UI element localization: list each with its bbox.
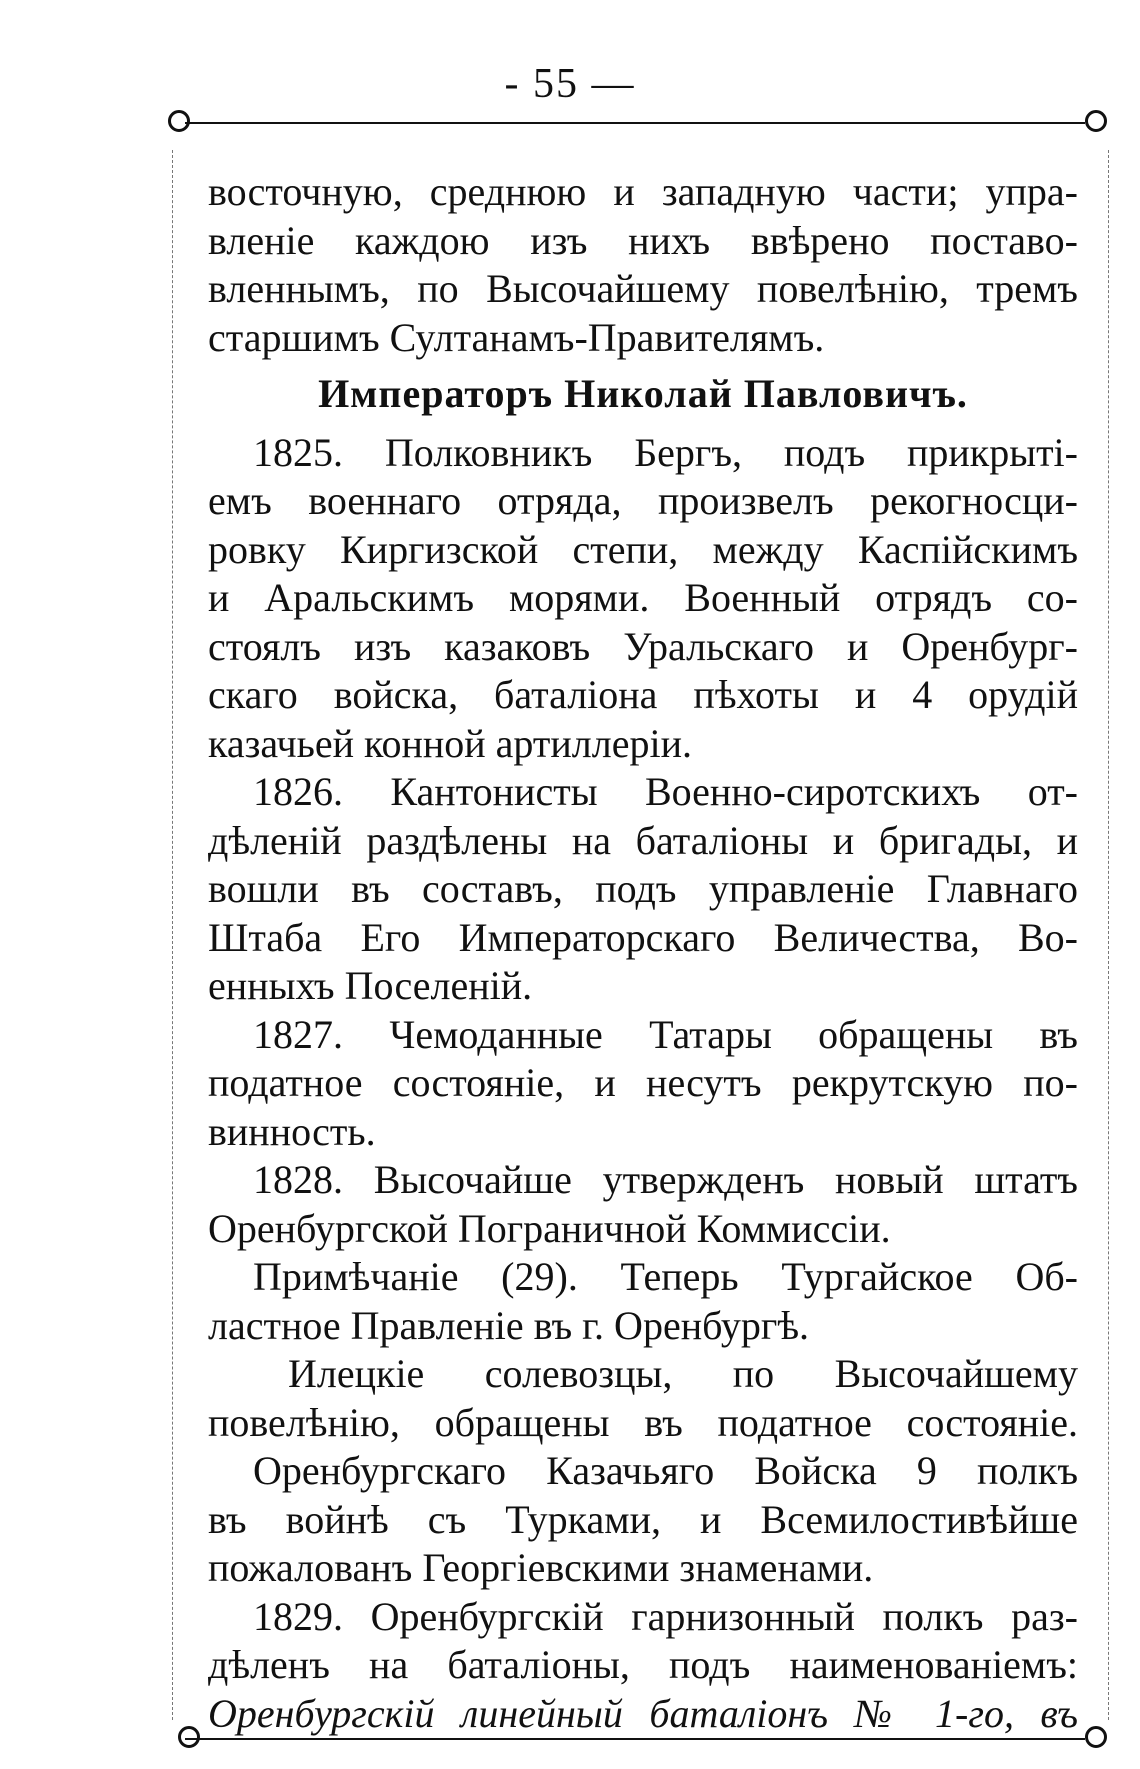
page-number: - 55 — (504, 61, 636, 107)
text-line: скаго войска, баталіона пѣхоты и 4 орудій (208, 672, 1078, 717)
text-line: Илецкіе солевозцы, по Высочайшему (288, 1351, 1078, 1396)
corner-ornament-icon (1085, 1726, 1107, 1748)
text-line: 1825. Полковникъ Бергъ, подъ прикрыті- (253, 429, 1078, 475)
text-line: вошли въ составъ, подъ управленіе Главнаго (208, 866, 1078, 911)
right-border-line (1108, 150, 1109, 1720)
text-line: емъ военнаго отряда, произвелъ рекогносци- (208, 478, 1078, 523)
top-rule (185, 122, 1085, 124)
body-text (208, 168, 1078, 1738)
corner-ornament-icon (1085, 110, 1107, 132)
text-line: ровку Киргизской степи, между Каспійскимъ (208, 526, 1078, 572)
text-line: Оренбургскаго Казачьяго Войска 9 полкъ (253, 1448, 1078, 1493)
corner-ornament-icon (168, 110, 190, 132)
text-line: старшимъ Султанамъ-Правителямъ. (208, 314, 825, 360)
text-line: податное состояніе, и несутъ рекрутскую по- (208, 1060, 1078, 1105)
text-line: Оренбургской Пограничной Коммиссіи. (208, 1205, 891, 1251)
text-line: вленнымъ, по Высочайшему повелѣнію, тремъ (208, 266, 1078, 311)
text-line: повелѣнію, обращены въ податное состояніе. (208, 1399, 1078, 1445)
text-line: вленіе каждою изъ нихъ ввѣрено поставо- (208, 217, 1078, 263)
text-line: Оренбургскій линейный баталіонъ № 1-го, въ (208, 1690, 1078, 1736)
section-heading: Императоръ Николай Павловичъ. (318, 371, 968, 416)
text-line: и Аральскимъ морями. Военный отрядъ со- (208, 575, 1078, 620)
text-line: въ войнѣ съ Турками, и Всемилостивѣйше (208, 1496, 1078, 1542)
left-border-line (172, 150, 173, 1720)
text-line: винность. (208, 1108, 376, 1154)
text-line: 1829. Оренбургскій гарнизонный полкъ раз- (253, 1593, 1078, 1639)
text-line: Штаба Его Императорскаго Величества, Во- (208, 914, 1078, 960)
text-line: енныхъ Поселеній. (208, 963, 533, 1008)
text-line: 1828. Высочайше утвержденъ новый штатъ (253, 1157, 1078, 1202)
text-line: Примѣчаніе (29). Теперь Тургайское Об- (253, 1254, 1078, 1299)
corner-ornament-icon (178, 1726, 200, 1748)
text-line: дѣленъ на баталіоны, подъ наименованіемъ: (208, 1642, 1078, 1687)
text-line: 1826. Кантонисты Военно-сиротскихъ от- (253, 769, 1078, 814)
text-line: ластное Правленіе въ г. Оренбургѣ. (208, 1302, 810, 1348)
text-line: стоялъ изъ казаковъ Уральскаго и Оренбург- (208, 623, 1078, 669)
text-line: дѣленій раздѣлены на баталіоны и бригады, и (208, 817, 1078, 863)
text-line: восточную, среднюю и западную части; упра- (208, 169, 1078, 214)
bottom-rule (185, 1738, 1085, 1740)
text-line: 1827. Чемоданные Татары обращены въ (253, 1011, 1078, 1057)
text-line: казачьей конной артиллеріи. (208, 720, 692, 766)
text-line: пожалованъ Георгіевскими знаменами. (208, 1545, 874, 1590)
